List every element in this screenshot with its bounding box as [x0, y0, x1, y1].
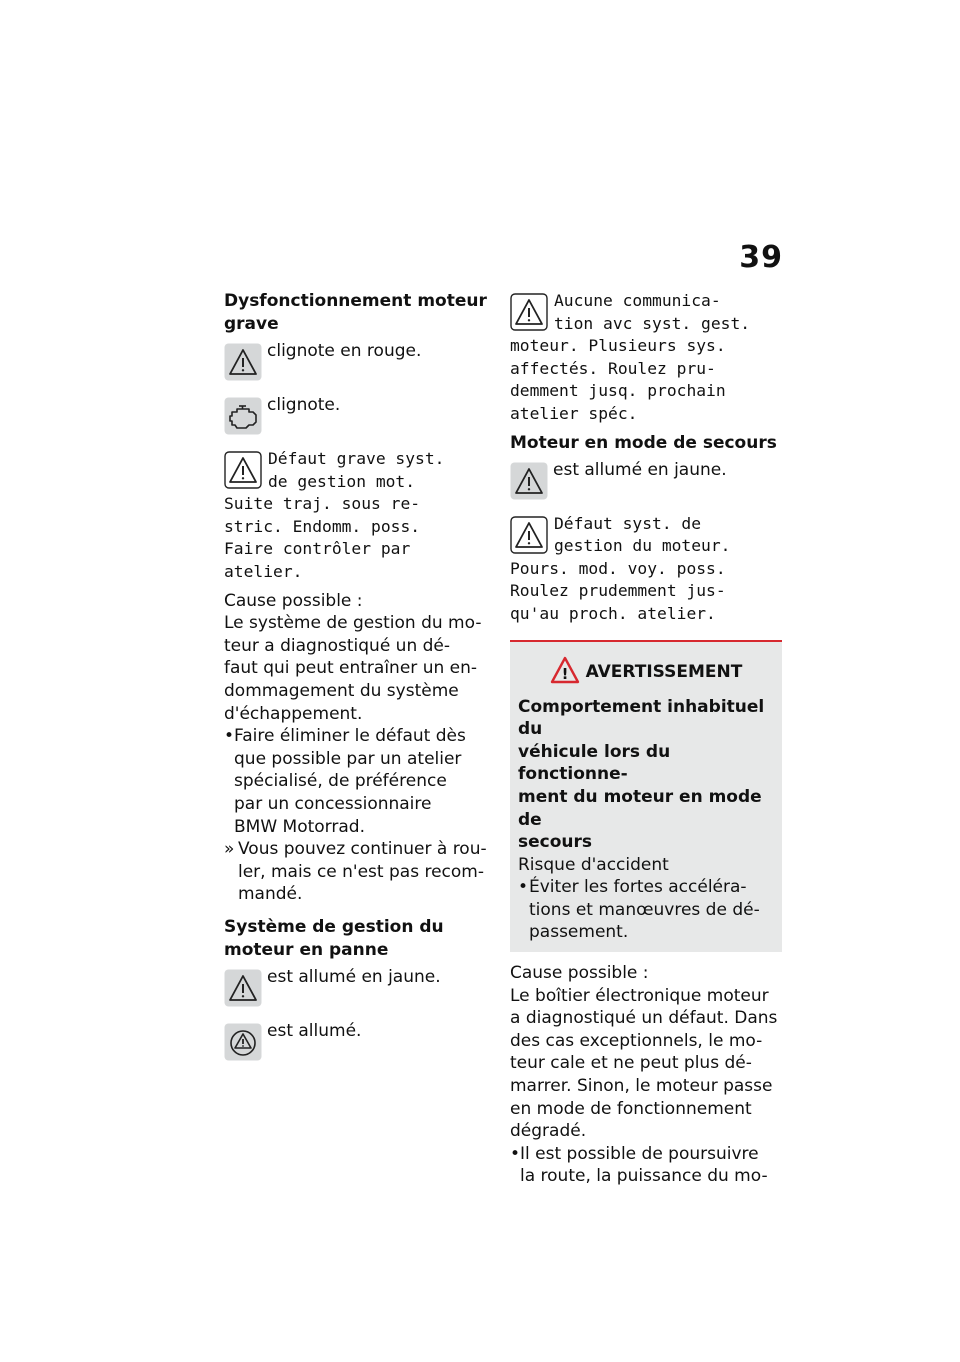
result-item — [224, 838, 492, 906]
bullet-item — [510, 1143, 782, 1188]
indicator-row-warning-red — [224, 340, 492, 384]
warning-triangle-icon — [510, 293, 548, 331]
warning-sign-icon — [550, 656, 580, 688]
left-column — [224, 290, 492, 1064]
warning-bullet-item — [518, 876, 774, 944]
indicator-text: clignote en rouge. — [267, 341, 422, 361]
indicator-text: est allumé en jaune. — [267, 966, 441, 987]
display-message-block — [510, 290, 782, 426]
indicator-row-engine — [224, 394, 492, 438]
cause-text: Le boîtier électronique moteur a diagnostiqué un défaut. Dans des cas exceptionnels, le mo- teur cale et ne peut plus dé- marrer. Sinon, le moteur passe en mode de fonctionnement dégradé. — [510, 985, 778, 1142]
bullet-mark: • — [224, 726, 235, 747]
warning-heading: Comportement inhabituel du véhicule lors du fonctionne- ment du moteur en mode de secours — [518, 696, 765, 853]
indicator-text: est allumé. — [267, 1020, 362, 1041]
warning-title-text: AVERTISSEMENT — [585, 661, 743, 682]
display-message-text: Défaut syst. de gestion du moteur. Pours. mod. voy. poss. Roulez prudemment jus- qu'au proch. atelier. — [510, 513, 731, 623]
indicator-row-warning-yellow — [510, 459, 782, 503]
warning-title — [518, 656, 774, 688]
display-message-block — [510, 513, 782, 626]
right-column — [510, 290, 782, 1188]
display-message-block — [224, 448, 492, 584]
warning-risk: Risque d'accident — [518, 854, 669, 875]
engine-icon — [224, 397, 262, 435]
indicator-row-engine-management — [224, 1020, 492, 1064]
display-message-text: Défaut grave syst. de gestion mot. Suite traj. sous re- stric. Endomm. poss. Faire contrôler par atelier. — [224, 449, 445, 581]
warning-triangle-icon — [510, 462, 548, 500]
section-heading-engine-management-failure: Système de gestion du moteur en panne — [224, 916, 444, 960]
bullet-text: Éviter les fortes accéléra- tions et manœuvres de dé- passement. — [529, 877, 760, 943]
bullet-text: Il est possible de poursuivre la route, la puissance du mo- — [520, 1143, 768, 1187]
bullet-item — [224, 725, 492, 838]
warning-triangle-icon — [224, 343, 262, 381]
section-heading-engine-malfunction: Dysfonctionnement moteur grave — [224, 291, 487, 334]
indicator-text: est allumé en jaune. — [553, 459, 727, 480]
bullet-text: Faire éliminer le défaut dès que possible par un atelier spécialisé, de préférence par un concessionnaire BMW Motorrad. — [234, 726, 466, 837]
bullet-mark: • — [510, 1143, 521, 1164]
warning-triangle-icon — [510, 516, 548, 554]
result-text: Vous pouvez continuer à rou- ler, mais ce n'est pas recom- mandé. — [238, 839, 487, 905]
warning-triangle-icon — [224, 969, 262, 1007]
page-number: 39 — [739, 240, 783, 275]
warning-box — [510, 640, 782, 953]
engine-management-icon — [224, 1023, 262, 1061]
indicator-row-warning-yellow — [224, 966, 492, 1010]
cause-label: Cause possible : — [510, 963, 649, 984]
exclamation-mark: ! — [561, 664, 569, 683]
warning-triangle-icon — [224, 451, 262, 489]
cause-text: Le système de gestion du mo- teur a diagnostiqué un dé- faut qui peut entraîner un en- dommagement du système d'échappement. — [224, 613, 482, 724]
display-message-text: Aucune communica- tion avc syst. gest. moteur. Plusieurs sys. affectés. Roulez pru- demment jusq. prochain atelier spéc. — [510, 291, 751, 423]
result-mark: » — [224, 839, 235, 860]
indicator-text: clignote. — [267, 395, 341, 415]
cause-label: Cause possible : — [224, 590, 363, 611]
section-heading-limp-home-mode: Moteur en mode de secours — [510, 432, 777, 453]
bullet-mark: • — [518, 877, 529, 898]
